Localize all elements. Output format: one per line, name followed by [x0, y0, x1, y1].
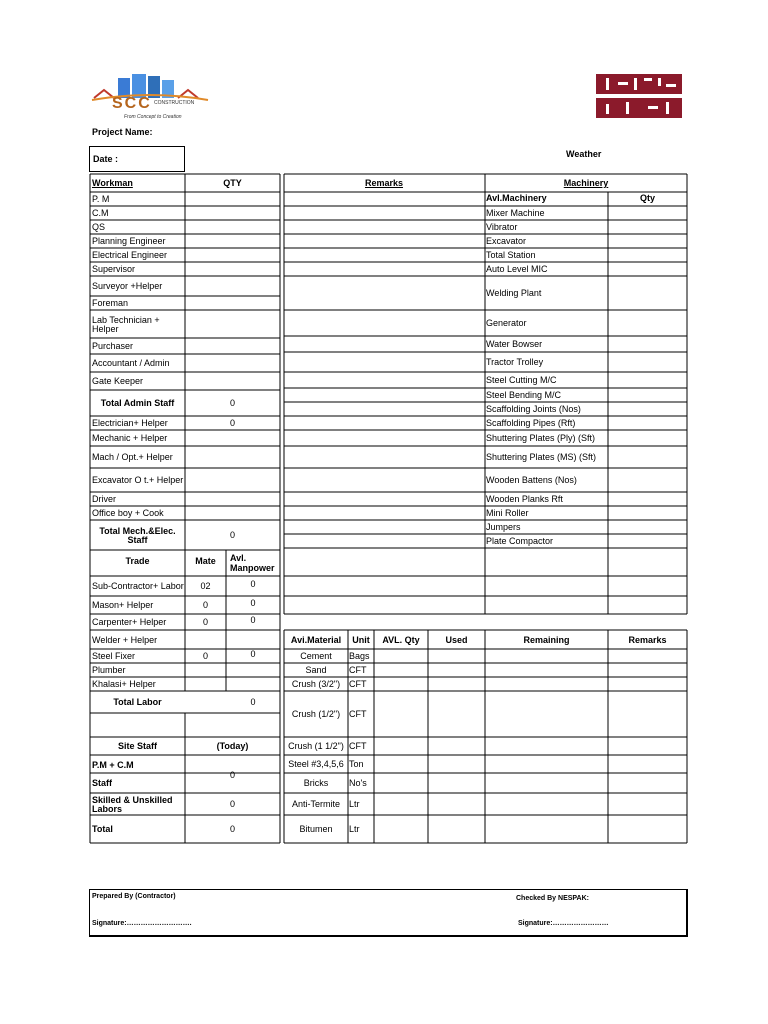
trade-row-label: Carpenter+ Helper: [92, 617, 167, 627]
workman-row-label: Total Mech.&Elec.: [99, 526, 176, 536]
mate-column-header: Mate: [195, 556, 216, 566]
material-row-unit: No's: [349, 778, 367, 788]
material-row-unit: CFT: [349, 679, 367, 689]
material-row-name: Bricks: [303, 778, 329, 788]
workman-column-header: Workman: [92, 178, 133, 188]
machinery-row-label: Tractor Trolley: [486, 357, 544, 367]
remarks-column-header: Remarks: [364, 178, 404, 188]
workman-row-label: Excavator O t.+ Helper: [92, 475, 184, 485]
trade-row-avl[interactable]: 0: [250, 579, 256, 589]
workman-row-label: Electrical Engineer: [92, 250, 168, 260]
material-row-unit: Ton: [349, 759, 364, 769]
signature-right[interactable]: Signature:……………………: [518, 920, 609, 927]
site-staff-pm-cm: P.M + C.M: [92, 760, 134, 770]
material-remarks-column-header: Remarks: [628, 635, 667, 645]
trade-row-avl[interactable]: 0: [250, 598, 256, 608]
machinery-row-label: Shuttering Plates (Ply) (Sft): [486, 433, 596, 443]
site-staff-staff: Staff: [92, 778, 112, 788]
unit-column-header: Unit: [352, 635, 370, 645]
workman-row-label: Office boy + Cook: [92, 508, 164, 518]
machinery-row-label: Auto Level MIC: [486, 264, 548, 274]
weather-label: Weather: [566, 149, 602, 159]
scc-logo-text: SCC: [112, 95, 152, 112]
total-labor-value: 0: [250, 697, 256, 707]
machinery-row-label: Wooden Battens (Nos): [486, 475, 577, 485]
qty-column-header: QTY: [223, 178, 242, 188]
trade-row-avl[interactable]: 0: [250, 615, 256, 625]
workman-row-label: QS: [92, 222, 106, 232]
trade-row-label: Sub-Contractor+ Labor: [92, 581, 184, 591]
workman-row-qty[interactable]: 0: [229, 530, 235, 540]
workman-row-label: Surveyor +Helper: [92, 281, 163, 291]
machinery-row-label: Scaffolding Pipes (Rft): [486, 418, 576, 428]
workman-row-label: Purchaser: [92, 341, 134, 351]
workman-row-qty[interactable]: 0: [229, 418, 235, 428]
workman-row-qty[interactable]: 0: [229, 398, 235, 408]
trade-row-mate[interactable]: 0: [202, 600, 208, 610]
total-labor-label: Total Labor: [113, 697, 162, 707]
material-row-unit: CFT: [349, 665, 367, 675]
workman-row-label: Mechanic + Helper: [92, 433, 168, 443]
machinery-row-label: Jumpers: [486, 522, 521, 532]
machinery-row-label: Water Bowser: [486, 339, 543, 349]
trade-row-label: Khalasi+ Helper: [92, 679, 156, 689]
avl-machinery-header: Avl.Machinery: [486, 193, 547, 203]
material-row-unit: CFT: [349, 709, 367, 719]
workman-row-label: Supervisor: [92, 264, 136, 274]
date-label: Date :: [93, 154, 119, 164]
site-staff-skilled: Skilled & Unskilled: [92, 795, 173, 805]
material-row-unit: Ltr: [349, 799, 360, 809]
machinery-row-label: Steel Cutting M/C: [486, 375, 557, 385]
workman-row-label: Electrician+ Helper: [92, 418, 168, 428]
trade-row-mate[interactable]: 0: [202, 617, 208, 627]
checked-by-label: Checked By NESPAK:: [516, 895, 590, 902]
material-column-header: Avi.Material: [290, 635, 342, 645]
trade-column-header: Trade: [125, 556, 150, 566]
machinery-row-label: Total Station: [486, 250, 536, 260]
material-row-name: Crush (1/2"): [291, 709, 341, 719]
project-name-label: Project Name:: [92, 127, 153, 137]
material-row-name: Sand: [305, 665, 327, 675]
trade-row-label: Welder + Helper: [92, 634, 158, 645]
material-row-name: Cement: [300, 651, 332, 661]
workman-row-label: C.M: [92, 208, 109, 218]
workman-row-label: Gate Keeper: [92, 376, 144, 386]
avl-manpower-header: Avl.: [230, 553, 247, 563]
trade-row-mate[interactable]: 02: [200, 581, 211, 591]
machinery-row-label: Shuttering Plates (MS) (Sft): [486, 452, 597, 462]
prepared-by-label: Prepared By (Contractor): [92, 893, 176, 900]
machinery-row-label: Wooden Planks Rft: [486, 494, 563, 504]
workman-row-label: Planning Engineer: [92, 236, 166, 246]
remaining-column-header: Remaining: [523, 635, 570, 645]
used-column-header: Used: [445, 635, 468, 645]
material-row-name: Crush (3/2"): [291, 679, 341, 689]
material-row-name: Steel #3,4,5,6: [288, 759, 344, 769]
material-row-name: Bitumen: [299, 824, 333, 834]
site-staff-skilled-value: 0: [229, 799, 235, 809]
machinery-row-label: Scaffolding Joints (Nos): [486, 404, 581, 414]
trade-row-label: Steel Fixer: [92, 651, 136, 661]
site-staff-staff-value: 0: [229, 770, 235, 780]
workman-row-label: Foreman: [92, 298, 129, 308]
machinery-row-label: Generator: [486, 318, 527, 328]
machinery-row-label: Excavator: [486, 236, 527, 246]
trade-row-avl[interactable]: 0: [250, 649, 256, 659]
workman-row-label-2: Staff: [127, 535, 148, 545]
machinery-qty-header: Qty: [639, 193, 655, 203]
signature-left[interactable]: Signature:……………………….: [92, 920, 192, 927]
workman-row-label: Lab Technician +: [92, 315, 160, 325]
site-staff-title: Site Staff: [117, 741, 157, 751]
workman-row-label: Accountant / Admin: [92, 358, 170, 368]
material-row-unit: Ltr: [349, 824, 360, 834]
material-row-unit: CFT: [349, 741, 367, 751]
avl-qty-column-header: AVL. Qty: [382, 635, 420, 645]
avl-manpower-header-2: Manpower: [230, 563, 275, 573]
trade-row-label: Plumber: [92, 665, 126, 675]
workman-row-label: Driver: [92, 494, 116, 504]
machinery-row-label: Mini Roller: [486, 508, 529, 518]
scc-logo-tagline: From Concept to Creation: [124, 114, 182, 120]
material-row-name: Anti-Termite: [291, 799, 340, 809]
workman-row-label: P. M: [92, 194, 110, 204]
site-staff-total-value: 0: [229, 824, 235, 834]
scc-logo-subtext: CONSTRUCTION: [154, 100, 195, 106]
material-row-name: Crush (1 1/2"): [288, 741, 344, 751]
material-row-unit: Bags: [349, 651, 370, 661]
signature-box: [89, 889, 688, 937]
machinery-row-label: Mixer Machine: [486, 208, 545, 218]
workman-row-label: Total Admin Staff: [100, 398, 175, 408]
workman-row-label: Mach / Opt.+ Helper: [92, 452, 173, 462]
workman-row-label-2: Helper: [92, 324, 119, 334]
trade-row-label: Mason+ Helper: [92, 600, 154, 610]
machinery-row-label: Steel Bending M/C: [486, 390, 562, 400]
site-staff-total: Total: [92, 824, 113, 834]
machinery-column-header: Machinery: [563, 178, 609, 188]
site-staff-today: (Today): [216, 741, 249, 751]
trade-row-mate[interactable]: 0: [202, 651, 208, 661]
machinery-row-label: Welding Plant: [486, 288, 542, 298]
machinery-row-label: Vibrator: [486, 222, 518, 232]
machinery-row-label: Plate Compactor: [486, 536, 554, 546]
site-staff-skilled-2: Labors: [92, 804, 123, 814]
